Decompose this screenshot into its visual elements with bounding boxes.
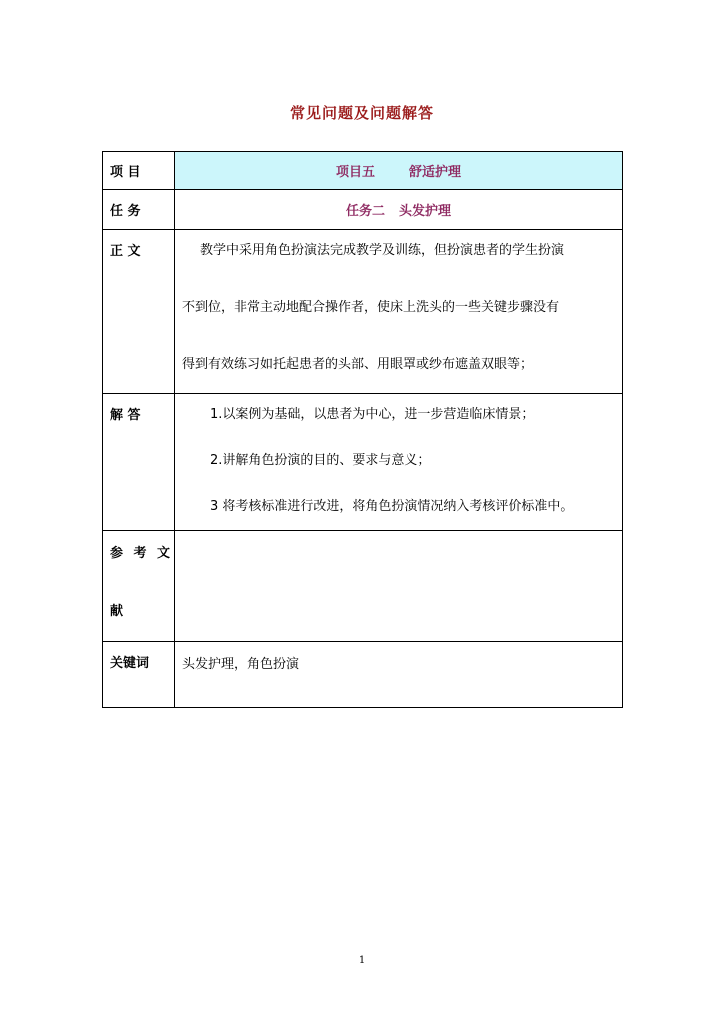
task-label: 任 务 xyxy=(103,190,175,230)
page-title: 常见问题及问题解答 xyxy=(289,104,434,122)
task-name: 头发护理 xyxy=(399,204,452,219)
project-value xyxy=(175,152,623,190)
text-value xyxy=(175,230,623,394)
answer-item: 1.以案例为基础，以患者为中心，进一步营造临床情景； xyxy=(210,407,535,422)
keywords-value xyxy=(175,642,623,708)
project-number: 项目五 xyxy=(335,165,375,180)
reference-label-line1: 参 考 文 xyxy=(110,546,174,561)
row-project xyxy=(103,152,623,190)
project-label: 项 目 xyxy=(103,152,175,190)
answer-item: 3 将考核标准进行改进，将角色扮演情况纳入考核评价标准中。 xyxy=(210,499,574,514)
answer-label: 解 答 xyxy=(103,394,175,531)
text-label: 正 文 xyxy=(103,230,175,394)
row-reference xyxy=(103,531,623,642)
text-line: 得到有效练习如托起患者的头部、用眼罩或纱布遮盖双眼等； xyxy=(182,357,534,372)
project-name: 舒适护理 xyxy=(409,165,462,180)
qa-table xyxy=(102,151,623,708)
answer-value xyxy=(175,394,623,531)
text-line: 不到位，非常主动地配合操作者，使床上洗头的一些关键步骤没有 xyxy=(182,300,560,315)
keywords-label: 关键词 xyxy=(103,642,175,708)
keywords-text: 头发护理，角色扮演 xyxy=(182,657,300,672)
reference-value xyxy=(175,531,623,642)
answer-item: 2.讲解角色扮演的目的、要求与意义； xyxy=(210,453,431,468)
task-number: 任务二 xyxy=(345,204,385,219)
reference-label xyxy=(103,531,175,642)
page-number: 1 xyxy=(358,955,366,966)
row-text xyxy=(103,230,623,394)
row-keywords xyxy=(103,642,623,708)
text-line: 教学中采用角色扮演法完成教学及训练，但扮演患者的学生扮演 xyxy=(200,243,565,258)
reference-label-line2: 献 xyxy=(110,604,127,619)
row-answer xyxy=(103,394,623,531)
